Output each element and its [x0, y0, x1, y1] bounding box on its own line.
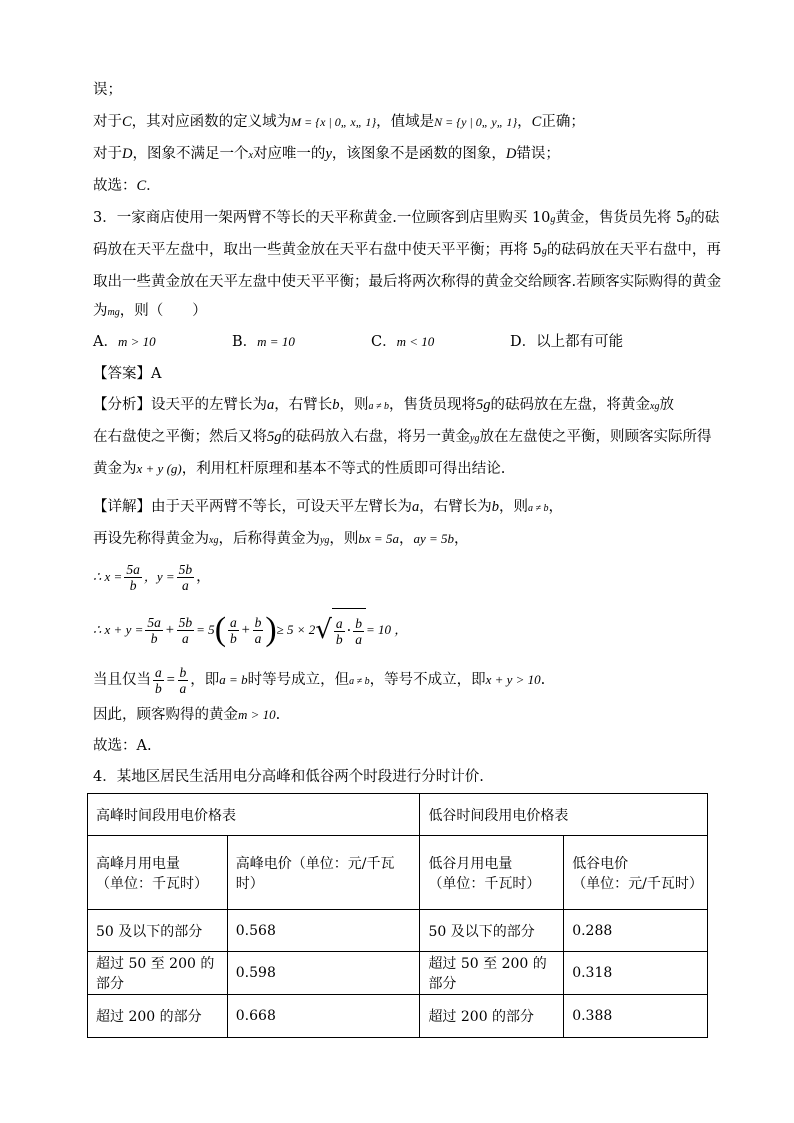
- text: 的砝: [690, 210, 720, 226]
- equality-condition-line: [93, 662, 545, 700]
- text: （单位：千瓦时）: [96, 875, 208, 892]
- text: 的砝码放在天平右盘中，再: [546, 242, 721, 258]
- math: ay = 5b: [413, 531, 454, 546]
- denominator: b: [129, 577, 137, 593]
- text: ，则: [329, 531, 359, 547]
- text: 正确；: [541, 114, 585, 130]
- text: 对于: [93, 146, 122, 162]
- text: 低谷月用电量: [428, 855, 513, 872]
- solution-tag: 【详解】: [93, 499, 151, 515]
- text: 当且仅当: [93, 672, 151, 688]
- math: x + y (g): [136, 461, 182, 476]
- math: C: [531, 114, 542, 130]
- table-cell: 50 及以下的部分: [420, 910, 564, 952]
- text: ，: [517, 114, 532, 130]
- math: x + y > 10: [485, 672, 541, 687]
- col-header-valley-usage: [420, 836, 564, 910]
- math: a ≠ b: [368, 401, 389, 412]
- math: yg: [319, 535, 330, 546]
- text: 时等号成立，但: [247, 672, 350, 688]
- fraction: [334, 616, 345, 647]
- question-3-line: [93, 239, 721, 263]
- fraction: [228, 615, 239, 646]
- numerator: b: [355, 615, 362, 631]
- math: xg: [650, 401, 660, 412]
- square-root: [315, 608, 366, 652]
- math: 5g: [267, 429, 282, 445]
- equation-line: [93, 608, 407, 652]
- radical-sign: √: [315, 615, 332, 645]
- numerator: 5a: [126, 561, 140, 577]
- analysis-line: [93, 458, 505, 480]
- fraction: [124, 562, 142, 593]
- math: m > 10: [238, 707, 276, 722]
- text: 再设先称得黄金为: [93, 531, 209, 547]
- denominator: a: [182, 630, 189, 646]
- numerator: b: [179, 664, 187, 680]
- math: a ≠ b: [528, 503, 549, 514]
- fraction: [145, 615, 163, 646]
- text: 黄金为: [93, 461, 137, 477]
- math: +: [164, 622, 175, 638]
- text: ，: [454, 531, 469, 547]
- text: 设天平的左臂长为: [151, 397, 267, 413]
- math: ·: [346, 623, 352, 639]
- math: C: [136, 178, 147, 194]
- math: yg: [470, 433, 480, 444]
- math: D: [505, 146, 517, 162]
- math: = 5: [196, 622, 215, 637]
- numerator: a: [155, 664, 162, 680]
- text: ，利用杠杆原理和基本不等式的性质即可得出结论.: [181, 461, 506, 477]
- paren-open: (: [214, 611, 227, 648]
- denominator: a: [182, 577, 189, 593]
- table-title-peak: 高峰时间段用电价格表: [88, 794, 420, 836]
- text-line: [93, 735, 152, 757]
- text: ，: [398, 531, 414, 547]
- math: mg: [107, 307, 120, 318]
- option-label: A．: [93, 334, 118, 350]
- text-line: [93, 143, 560, 167]
- equation-line: [93, 558, 211, 596]
- text: ，: [548, 499, 563, 515]
- answer-tag: 【答案】: [93, 366, 151, 382]
- option-label: C．: [371, 334, 397, 350]
- math: = 10 ，: [366, 622, 408, 637]
- question-3-line: [93, 271, 721, 293]
- table-header-row: [88, 794, 708, 836]
- text: ，则（ ）: [119, 303, 207, 319]
- text: ，其对应函数的定义域为: [131, 114, 292, 130]
- text: ，: [196, 569, 211, 585]
- math: a: [267, 397, 275, 413]
- denominator: a: [254, 630, 262, 646]
- electricity-price-table: [87, 793, 708, 1038]
- option-a: [93, 331, 156, 353]
- col-header-peak-price: 高峰电价（单位：元/千瓦时）: [227, 836, 420, 910]
- question-4-line: [93, 766, 484, 788]
- math: a: [412, 499, 420, 515]
- text: 故选：A.: [93, 738, 152, 754]
- denominator: b: [155, 680, 162, 696]
- numerator: 5a: [147, 614, 161, 630]
- math: y: [325, 146, 332, 162]
- text: ，等号不成立，即: [369, 672, 486, 688]
- math: x: [248, 150, 253, 161]
- text: .: [275, 707, 281, 723]
- math: b: [491, 499, 499, 515]
- col-header-peak-usage: [88, 836, 228, 910]
- text: 低谷电价: [572, 855, 629, 872]
- table-column-header-row: [88, 836, 708, 910]
- text: 的砝码放在左盘，将黄金: [490, 397, 650, 413]
- fraction: [353, 616, 364, 647]
- table-title-valley: 低谷时间段用电价格表: [420, 794, 708, 836]
- denominator: b: [150, 630, 158, 646]
- text: 误；: [93, 82, 122, 98]
- table-cell: 0.288: [564, 910, 708, 952]
- option-b: [232, 331, 295, 353]
- text: 黄金，售货员先将 5: [555, 210, 686, 226]
- analysis-line: [93, 426, 711, 450]
- conclusion-line: [93, 704, 280, 726]
- text: ，则: [499, 499, 528, 515]
- table-cell: 超过 200 的部分: [420, 995, 564, 1038]
- table-row: [88, 910, 708, 952]
- text: （单位：元/千瓦时）: [572, 875, 703, 892]
- text-line: [93, 111, 585, 133]
- col-header-valley-price: [564, 836, 708, 910]
- math: ≥ 5 × 2: [276, 622, 316, 637]
- solution-line: [93, 496, 563, 520]
- math: =: [165, 672, 176, 688]
- text: （单位：千瓦时）: [428, 875, 541, 892]
- answer-value: A: [151, 366, 162, 382]
- text: 错误；: [516, 146, 560, 162]
- text: ，图象不满足一个: [132, 146, 249, 162]
- text: ，则: [339, 397, 369, 413]
- math: ，y =: [143, 569, 175, 584]
- radicand: [332, 608, 366, 652]
- option-d: [510, 331, 623, 353]
- text-line: [93, 175, 161, 197]
- fraction: [153, 665, 164, 696]
- table-row: [88, 995, 708, 1038]
- table-cell: 0.668: [227, 995, 420, 1038]
- denominator: a: [179, 680, 187, 696]
- numerator: 5b: [178, 614, 193, 630]
- table-cell: 0.318: [564, 952, 708, 995]
- table-row: [88, 952, 708, 995]
- numerator: 5b: [178, 561, 193, 577]
- option-label: B．: [232, 334, 258, 350]
- solution-line: [93, 528, 469, 552]
- option-label: D．以上都有可能: [510, 334, 624, 350]
- text: 取出一些黄金放在天平左盘中使天平平衡；最后将两次称得的黄金交给顾客.若顾客实际购得的黄金: [93, 274, 722, 290]
- text: 3．一家商店使用一架两臂不等长的天平称黄金.一位顾客到店里购买 10: [93, 210, 551, 226]
- question-3-line: [93, 207, 719, 231]
- math: m = 10: [257, 334, 295, 349]
- text: 对于: [93, 114, 122, 130]
- table-cell: 超过 50 至 200 的部分: [420, 952, 564, 995]
- answer-line: [93, 363, 161, 385]
- numerator: b: [254, 614, 262, 630]
- table-cell: 0.598: [227, 952, 420, 995]
- text: 的砝码放入右盘，将另一黄金: [281, 429, 470, 445]
- math: ∴ x =: [93, 569, 123, 584]
- text: ，值域是: [376, 114, 435, 130]
- table-cell: 50 及以下的部分: [88, 910, 228, 952]
- text: 故选：: [93, 178, 137, 194]
- text: ．: [146, 178, 161, 194]
- math-set-domain: M = {x | 0„ x„ 1}: [291, 115, 377, 129]
- text: ，该图象不是函数的图象，: [331, 146, 506, 162]
- analysis-line: [93, 394, 674, 418]
- question-3-line: [93, 300, 207, 324]
- math: bx = 5a: [358, 531, 399, 546]
- table-cell: 0.568: [227, 910, 420, 952]
- text: ，即: [190, 672, 220, 688]
- analysis-tag: 【分析】: [93, 397, 151, 413]
- numerator: a: [335, 615, 343, 631]
- fraction: [178, 665, 189, 696]
- math: 5g: [476, 397, 491, 413]
- option-c: [371, 331, 434, 353]
- text: 4．某地区居民生活用电分高峰和低谷两个时段进行分时计价.: [93, 769, 484, 785]
- text: 为: [93, 303, 108, 319]
- denominator: b: [230, 630, 237, 646]
- table-cell: 超过 200 的部分: [88, 995, 228, 1038]
- text: .: [540, 672, 546, 688]
- math: ∴ x + y =: [93, 622, 144, 637]
- fraction: [177, 562, 195, 593]
- text: ，右臂长: [274, 397, 333, 413]
- fraction: [253, 615, 264, 646]
- denominator: a: [355, 631, 362, 647]
- denominator: b: [335, 631, 343, 647]
- math: m > 10: [117, 334, 156, 349]
- numerator: a: [230, 614, 237, 630]
- text: ，右臂长为: [419, 499, 492, 515]
- math: C: [122, 114, 132, 130]
- math: a = b: [219, 672, 248, 687]
- text: 在右盘使之平衡；然后又将: [93, 429, 267, 445]
- fraction: [177, 615, 195, 646]
- text: 对应唯一的: [252, 146, 326, 162]
- paren-close: ): [265, 611, 277, 648]
- text: ，售货员现将: [389, 397, 476, 413]
- table-cell: 0.388: [564, 995, 708, 1038]
- text: 因此，顾客购得的黄金: [93, 707, 238, 723]
- math: m < 10: [396, 334, 435, 349]
- math: D: [122, 146, 133, 162]
- text: 高峰月用电量: [96, 855, 180, 872]
- math: b: [332, 397, 340, 413]
- text-line: [93, 79, 122, 101]
- text: 码放在天平左盘中，取出一些黄金放在天平右盘中使天平平衡；再将 5: [93, 242, 542, 258]
- text: 放在左盘使之平衡，则顾客实际所得: [479, 429, 712, 445]
- math-set-range: N = {y | 0„ y„ 1}: [434, 115, 518, 129]
- math: +: [240, 622, 251, 638]
- math: g: [550, 214, 556, 225]
- text: 放: [659, 397, 674, 413]
- math: xg: [209, 535, 219, 546]
- table-cell: 超过 50 至 200 的部分: [88, 952, 228, 995]
- text: 由于天平两臂不等长，可设天平左臂长为: [151, 499, 412, 515]
- math: g: [541, 246, 547, 257]
- math: a ≠ b: [349, 676, 370, 687]
- math: g: [685, 214, 691, 225]
- text: ，后称得黄金为: [218, 531, 320, 547]
